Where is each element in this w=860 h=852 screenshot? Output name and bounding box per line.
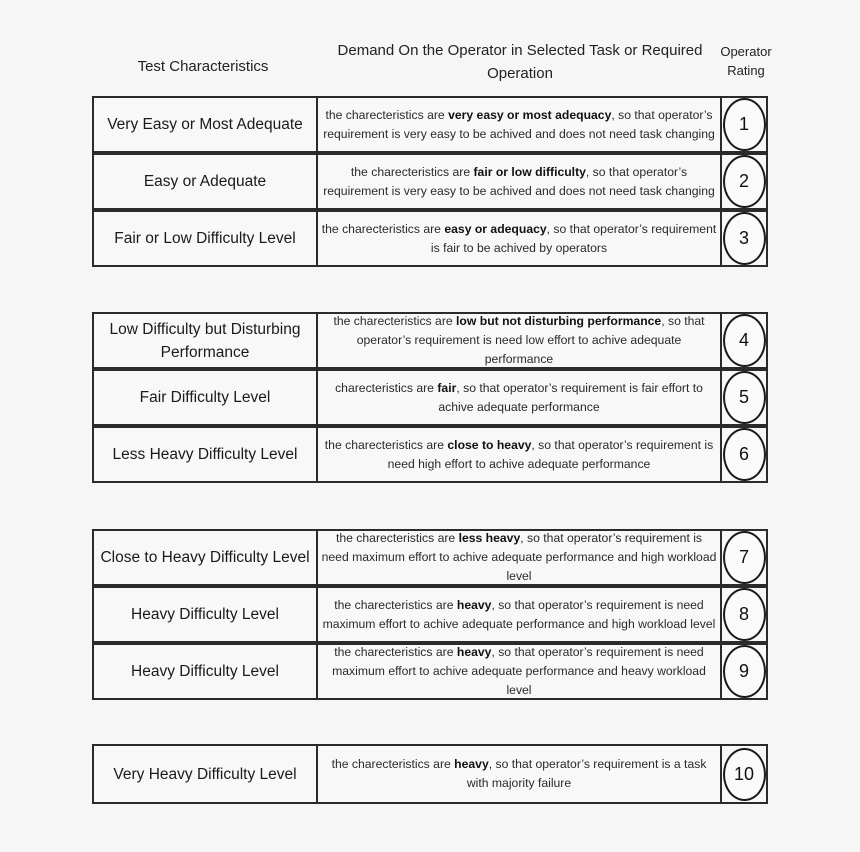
demand-cell <box>316 312 722 369</box>
demand-cell <box>316 96 722 153</box>
demand-text: , so that operator’s requirement is fair to be achived by operators <box>430 221 717 255</box>
table-row <box>92 586 768 643</box>
rating-badge: 6 <box>723 428 766 481</box>
characteristic-cell: Heavy Difficulty Level <box>92 586 318 643</box>
demand-text: charecteristics are <box>335 380 438 395</box>
demand-cell <box>316 643 722 700</box>
table-row <box>92 153 768 210</box>
demand-cell <box>316 369 722 426</box>
table-row <box>92 426 768 483</box>
characteristic-cell: Fair Difficulty Level <box>92 369 318 426</box>
rating-cell <box>720 643 768 700</box>
demand-text: the charecteristics are <box>321 221 445 236</box>
table-row <box>92 744 768 804</box>
rating-cell <box>720 312 768 369</box>
demand-cell <box>316 153 722 210</box>
table-row <box>92 643 768 700</box>
characteristic-cell: Close to Heavy Difficulty Level <box>92 529 318 586</box>
demand-text: , so that operator’s requirement is very easy to be achived and does not need task changing <box>323 164 715 198</box>
demand-text: the charecteristics are <box>335 531 459 545</box>
rating-badge: 1 <box>723 98 766 151</box>
table-row <box>92 312 768 369</box>
rating-cell <box>720 369 768 426</box>
demand-text: the charecteristics are <box>331 757 455 771</box>
demand-emphasis: easy or adequacy <box>444 221 547 236</box>
rating-cell <box>720 210 768 267</box>
demand-text: the charecteristics are <box>334 597 457 612</box>
table-row <box>92 529 768 586</box>
demand-text: , so that operator’s requirement is fair effort to achive adequate performance <box>438 380 703 414</box>
demand-text: , so that operator’s requirement is need high effort to achive adequate performance <box>387 437 714 471</box>
rating-badge: 9 <box>723 645 766 698</box>
demand-text: , so that operator’s requirement is need low effort to achive adequate performance <box>356 314 705 366</box>
demand-cell <box>316 210 722 267</box>
characteristic-cell: Heavy Difficulty Level <box>92 643 318 700</box>
demand-text: , so that operator’s requirement is need maximum effort to achive adequate performance and high workload level <box>321 531 717 583</box>
demand-emphasis: fair or low difficulty <box>473 164 586 179</box>
demand-cell <box>316 586 722 643</box>
demand-text: , so that operator’s requirement is very easy to be achived and does not need task changing <box>323 107 715 141</box>
characteristic-cell: Very Heavy Difficulty Level <box>92 744 318 804</box>
demand-text: the charecteristics are <box>334 645 457 659</box>
table-row <box>92 96 768 153</box>
table-row <box>92 369 768 426</box>
demand-text: , so that operator’s requirement is need maximum effort to achive adequate performance and high workload level <box>322 597 716 631</box>
demand-text: , so that operator’s requirement is a task with majority failure <box>466 757 707 790</box>
rating-badge: 2 <box>723 155 766 208</box>
rating-badge: 4 <box>723 314 766 367</box>
characteristic-cell: Fair or Low Difficulty Level <box>92 210 318 267</box>
rating-badge: 10 <box>723 748 766 801</box>
rating-badge: 3 <box>723 212 766 265</box>
demand-emphasis: low but not disturbing performance <box>456 314 662 328</box>
demand-emphasis: fair <box>437 380 457 395</box>
demand-text: the charecteristics are <box>333 314 457 328</box>
demand-cell <box>316 529 722 586</box>
header-test-characteristics: Test Characteristics <box>137 58 269 75</box>
demand-text: the charecteristics are <box>350 164 474 179</box>
rating-cell <box>720 153 768 210</box>
header-demand: Demand On the Operator in Selected Task or Required Operation <box>337 42 703 82</box>
rating-badge: 8 <box>723 588 766 641</box>
characteristic-cell: Less Heavy Difficulty Level <box>92 426 318 483</box>
rating-cell <box>720 426 768 483</box>
demand-emphasis: very easy or most adequacy <box>448 107 612 122</box>
demand-cell <box>316 426 722 483</box>
demand-text: , so that operator’s requirement is need maximum effort to achive adequate performance and heavy workload level <box>332 645 706 697</box>
characteristic-cell: Low Difficulty but Disturbing Performance <box>92 312 318 369</box>
demand-emphasis: close to heavy <box>447 437 532 452</box>
header-operator-rating: Operator Rating <box>720 44 772 78</box>
demand-emphasis: heavy <box>456 597 492 612</box>
characteristic-cell: Very Easy or Most Adequate <box>92 96 318 153</box>
demand-emphasis: less heavy <box>458 531 521 545</box>
demand-text: the charecteristics are <box>325 107 449 122</box>
rating-cell <box>720 586 768 643</box>
rating-badge: 7 <box>723 531 766 584</box>
rating-cell <box>720 744 768 804</box>
demand-emphasis: heavy <box>454 757 489 771</box>
demand-text: the charecteristics are <box>324 437 448 452</box>
demand-emphasis: heavy <box>456 645 492 659</box>
rating-cell <box>720 96 768 153</box>
rating-badge: 5 <box>723 371 766 424</box>
table-row <box>92 210 768 267</box>
characteristic-cell: Easy or Adequate <box>92 153 318 210</box>
rating-cell <box>720 529 768 586</box>
demand-cell <box>316 744 722 804</box>
